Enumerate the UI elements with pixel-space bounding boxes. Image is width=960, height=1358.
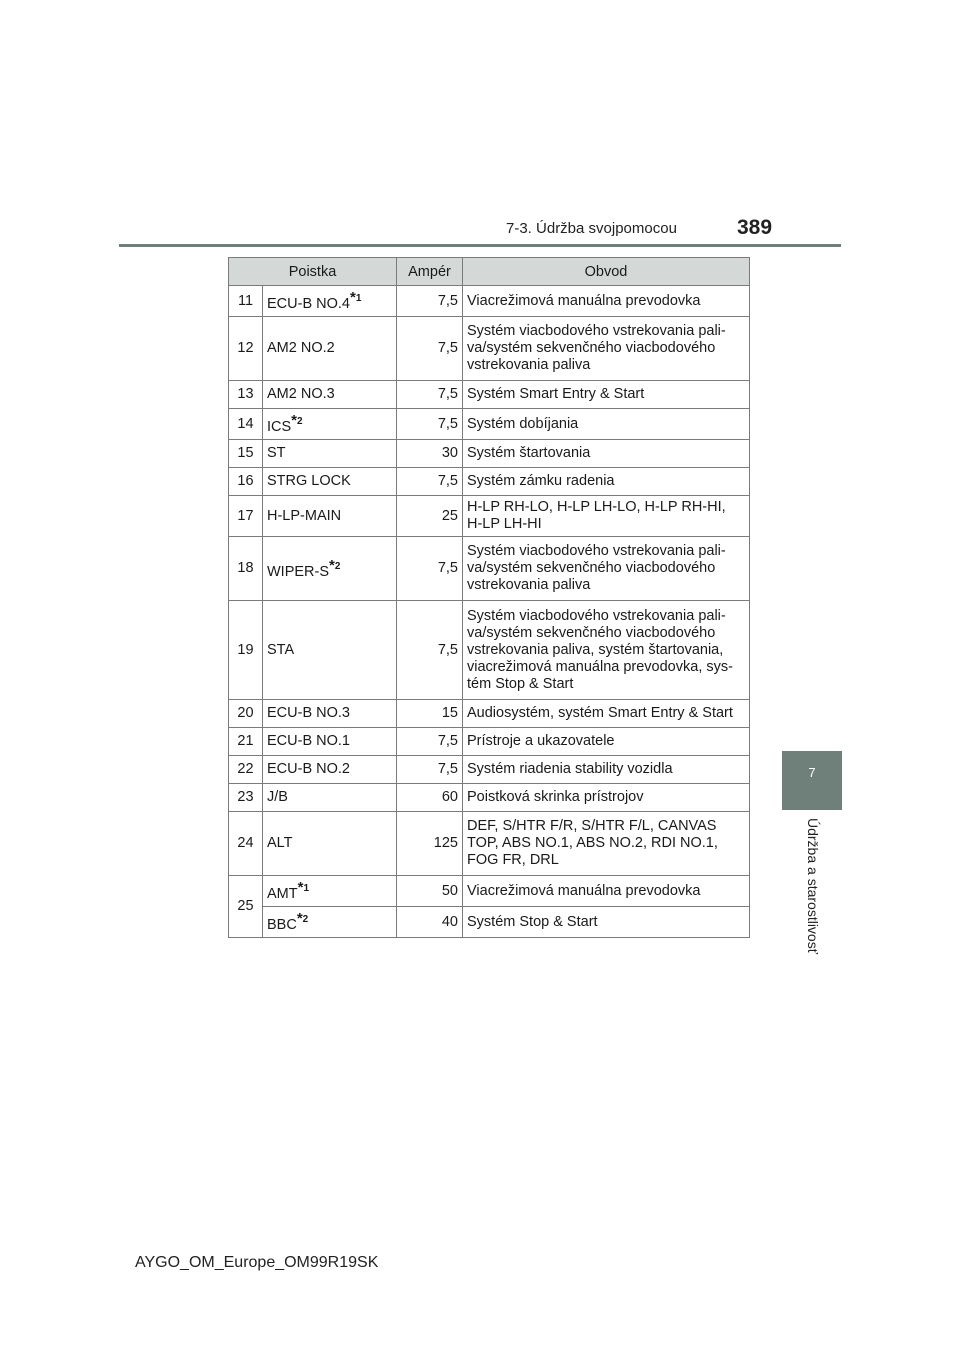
fuse-ampere: 40 bbox=[397, 907, 463, 938]
footnote-number: 2 bbox=[297, 416, 303, 427]
table-row bbox=[229, 468, 750, 496]
chapter-title: Údržba a starostlivosť bbox=[805, 818, 821, 954]
table-row bbox=[229, 317, 750, 381]
fuse-name bbox=[263, 756, 397, 784]
fuse-name bbox=[263, 876, 397, 907]
fuse-number: 12 bbox=[229, 317, 263, 381]
fuse-circuit: Viacrežimová manuálna prevodovka bbox=[463, 286, 750, 317]
fuse-number: 11 bbox=[229, 286, 263, 317]
fuse-table bbox=[228, 257, 750, 938]
asterisk-icon: * bbox=[350, 289, 356, 306]
fuse-number: 17 bbox=[229, 496, 263, 537]
fuse-number: 13 bbox=[229, 381, 263, 409]
fuse-ampere: 7,5 bbox=[397, 601, 463, 700]
fuse-circuit: Systém Smart Entry & Start bbox=[463, 381, 750, 409]
fuse-circuit: Viacrežimová manuálna prevodovka bbox=[463, 876, 750, 907]
fuse-name-text: ECU-B NO.3 bbox=[267, 705, 350, 721]
fuse-ampere: 7,5 bbox=[397, 468, 463, 496]
table-row bbox=[229, 409, 750, 440]
fuse-circuit: Systém viacbodového vstrekovania pali- va/systém sekvenčného viacbodového vstrekovania paliva bbox=[463, 317, 750, 381]
fuse-circuit: DEF, S/HTR F/R, S/HTR F/L, CANVAS TOP, ABS NO.1, ABS NO.2, RDI NO.1, FOG FR, DRL bbox=[463, 812, 750, 876]
fuse-circuit: Systém viacbodového vstrekovania pali- va/systém sekvenčného viacbodového vstrekovania paliva bbox=[463, 537, 750, 601]
fuse-circuit: Systém viacbodového vstrekovania pali- va/systém sekvenčného viacbodového vstrekovania paliva, systém štartovania, viacrežimová manuálna prevodovka, sys- tém Stop & Start bbox=[463, 601, 750, 700]
fuse-name bbox=[263, 907, 397, 938]
fuse-ampere: 7,5 bbox=[397, 537, 463, 601]
fuse-name-text: AMT bbox=[267, 886, 298, 902]
fuse-ampere: 60 bbox=[397, 784, 463, 812]
table-row bbox=[229, 728, 750, 756]
fuse-ampere: 7,5 bbox=[397, 409, 463, 440]
fuse-name-text: AM2 NO.3 bbox=[267, 386, 335, 402]
fuse-table-body bbox=[229, 286, 750, 938]
fuse-number: 21 bbox=[229, 728, 263, 756]
table-row bbox=[229, 537, 750, 601]
fuse-name bbox=[263, 381, 397, 409]
footnote-marker bbox=[296, 910, 309, 927]
fuse-name bbox=[263, 496, 397, 537]
fuse-name-text: ECU-B NO.2 bbox=[267, 761, 350, 777]
table-row bbox=[229, 756, 750, 784]
fuse-circuit: Audiosystém, systém Smart Entry & Start bbox=[463, 700, 750, 728]
fuse-name bbox=[263, 700, 397, 728]
fuse-circuit: H-LP RH-LO, H-LP LH-LO, H-LP RH-HI, H-LP LH-HI bbox=[463, 496, 750, 537]
table-header-row bbox=[229, 258, 750, 286]
footnote-marker bbox=[350, 289, 362, 306]
fuse-ampere: 7,5 bbox=[397, 286, 463, 317]
fuse-number: 19 bbox=[229, 601, 263, 700]
fuse-name bbox=[263, 537, 397, 601]
table-row bbox=[229, 601, 750, 700]
table-row bbox=[229, 381, 750, 409]
fuse-number: 18 bbox=[229, 537, 263, 601]
fuse-number: 16 bbox=[229, 468, 263, 496]
asterisk-icon: * bbox=[329, 556, 335, 574]
footnote-number: 2 bbox=[334, 560, 341, 572]
fuse-ampere: 25 bbox=[397, 496, 463, 537]
fuse-circuit: Systém zámku radenia bbox=[463, 468, 750, 496]
fuse-ampere: 7,5 bbox=[397, 756, 463, 784]
asterisk-icon: * bbox=[297, 879, 304, 896]
fuse-number: 23 bbox=[229, 784, 263, 812]
table-row bbox=[229, 812, 750, 876]
column-header-circuit: Obvod bbox=[463, 258, 750, 286]
fuse-circuit: Systém Stop & Start bbox=[463, 907, 750, 938]
footnote-number: 1 bbox=[303, 883, 310, 894]
fuse-name bbox=[263, 286, 397, 317]
table-row bbox=[229, 496, 750, 537]
table-row bbox=[229, 784, 750, 812]
fuse-ampere: 7,5 bbox=[397, 728, 463, 756]
fuse-name-text: ECU-B NO.4 bbox=[267, 296, 350, 312]
fuse-ampere: 15 bbox=[397, 700, 463, 728]
fuse-name bbox=[263, 728, 397, 756]
column-header-fuse: Poistka bbox=[229, 258, 397, 286]
fuse-ampere: 30 bbox=[397, 440, 463, 468]
footnote-number: 2 bbox=[302, 914, 309, 925]
fuse-circuit: Systém riadenia stability vozidla bbox=[463, 756, 750, 784]
fuse-circuit: Systém dobíjania bbox=[463, 409, 750, 440]
fuse-name-text: AM2 NO.2 bbox=[267, 340, 335, 356]
fuse-number: 22 bbox=[229, 756, 263, 784]
column-header-ampere: Ampér bbox=[397, 258, 463, 286]
asterisk-icon: * bbox=[296, 910, 303, 927]
fuse-name bbox=[263, 468, 397, 496]
fuse-name-text: ST bbox=[267, 445, 286, 461]
fuse-circuit: Prístroje a ukazovatele bbox=[463, 728, 750, 756]
page-number: 389 bbox=[737, 216, 773, 239]
table-row bbox=[229, 286, 750, 317]
fuse-ampere: 7,5 bbox=[397, 317, 463, 381]
chapter-tab: 7 bbox=[782, 751, 842, 810]
table-row bbox=[229, 440, 750, 468]
fuse-number: 20 bbox=[229, 700, 263, 728]
fuse-name-text: WIPER-S bbox=[267, 563, 330, 580]
table-row bbox=[229, 876, 750, 907]
fuse-ampere: 125 bbox=[397, 812, 463, 876]
fuse-name-text: BBC bbox=[267, 917, 297, 933]
fuse-name bbox=[263, 440, 397, 468]
fuse-number: 15 bbox=[229, 440, 263, 468]
table-row bbox=[229, 907, 750, 938]
footnote-number: 1 bbox=[355, 293, 362, 304]
footnote-marker bbox=[291, 412, 303, 429]
fuse-name-text: ECU-B NO.1 bbox=[267, 733, 350, 749]
table-row bbox=[229, 700, 750, 728]
fuse-circuit: Poistková skrinka prístrojov bbox=[463, 784, 750, 812]
document-code: AYGO_OM_Europe_OM99R19SK bbox=[135, 1254, 379, 1271]
fuse-name bbox=[263, 409, 397, 440]
fuse-ampere: 50 bbox=[397, 876, 463, 907]
header-divider bbox=[119, 244, 841, 247]
fuse-name bbox=[263, 784, 397, 812]
fuse-number: 25 bbox=[229, 876, 263, 938]
fuse-name-text: J/B bbox=[267, 789, 288, 805]
fuse-name-text: H-LP-MAIN bbox=[267, 507, 342, 524]
fuse-name bbox=[263, 317, 397, 381]
fuse-circuit: Systém štartovania bbox=[463, 440, 750, 468]
fuse-number: 14 bbox=[229, 409, 263, 440]
fuse-ampere: 7,5 bbox=[397, 381, 463, 409]
section-title: 7-3. Údržba svojpomocou bbox=[506, 220, 677, 237]
fuse-number: 24 bbox=[229, 812, 263, 876]
fuse-name bbox=[263, 812, 397, 876]
footnote-marker bbox=[329, 556, 341, 574]
fuse-name bbox=[263, 601, 397, 700]
fuse-name-text: ICS bbox=[267, 419, 292, 435]
asterisk-icon: * bbox=[291, 412, 298, 429]
fuse-name-text: STRG LOCK bbox=[267, 473, 351, 489]
fuse-name-text: ALT bbox=[267, 835, 293, 851]
fuse-name-text: STA bbox=[267, 641, 295, 658]
footnote-marker bbox=[297, 879, 310, 896]
